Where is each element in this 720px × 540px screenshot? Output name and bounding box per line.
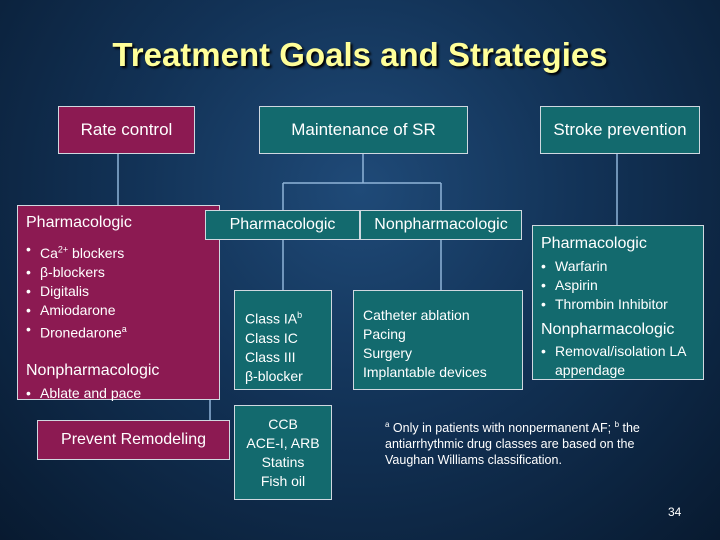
prevent-remodeling-text: Prevent Remodeling bbox=[61, 431, 206, 448]
list-item: • Warfarin bbox=[541, 257, 697, 276]
rate-control-header bbox=[58, 106, 195, 154]
maintenance-header-text: Maintenance of SR bbox=[291, 120, 436, 139]
maintenance-nonpharm-label-text: Nonpharmacologic bbox=[374, 216, 508, 233]
stroke-pharm-label: Pharmacologic bbox=[541, 235, 647, 252]
maintenance-nonpharm-list bbox=[363, 306, 522, 382]
prevent-remodeling-box bbox=[37, 420, 230, 460]
rate-control-header-text: Rate control bbox=[80, 120, 173, 139]
list-item: • Thrombin Inhibitor bbox=[541, 295, 697, 314]
list-item: • Amiodarone bbox=[26, 301, 211, 320]
rate-control-nonpharm-list bbox=[26, 384, 211, 403]
maintenance-pharm-label bbox=[205, 210, 360, 240]
rate-control-box bbox=[17, 205, 220, 400]
list-item: • Digitalis bbox=[26, 282, 211, 301]
rate-control-pharm-list bbox=[26, 240, 211, 342]
stroke-pharm-list bbox=[541, 257, 697, 314]
list-item: • Removal/isolation LA appendage bbox=[541, 342, 697, 380]
list-item: ACE-I, ARB bbox=[246, 435, 320, 451]
maintenance-header bbox=[259, 106, 468, 154]
list-item: Class IC bbox=[245, 329, 298, 346]
list-item: Class $IA^b$ bbox=[245, 310, 303, 327]
stroke-nonpharm-list bbox=[541, 342, 697, 380]
stroke-prevention-header-text: Stroke prevention bbox=[553, 120, 687, 139]
remodeling-drugs-list bbox=[235, 415, 331, 491]
rate-control-pharm-label: Pharmacologic bbox=[26, 214, 132, 231]
list-item: β-blocker bbox=[245, 367, 303, 384]
maintenance-nonpharm-label bbox=[360, 210, 522, 240]
list-item: • β-blockers bbox=[26, 263, 211, 282]
list-item: Catheter ablation bbox=[363, 307, 470, 323]
list-item bbox=[26, 240, 211, 263]
ca-blockers-text: $Ca^{2+}$ blockers bbox=[40, 244, 125, 261]
rate-control-nonpharm-label: Nonpharmacologic bbox=[26, 362, 160, 380]
page-number: 34 bbox=[668, 505, 682, 519]
stroke-nonpharm-label: Nonpharmacologic bbox=[541, 321, 675, 338]
slide-title: Treatment Goals and Strategies bbox=[112, 36, 608, 73]
list-item: Statins bbox=[261, 454, 305, 470]
list-item: Pacing bbox=[363, 326, 406, 342]
list-item: • Dronedarone$^a$ bbox=[26, 320, 211, 343]
maintenance-nonpharm-box bbox=[353, 290, 523, 390]
drug-class-list bbox=[245, 306, 331, 386]
drug-class-box bbox=[234, 290, 332, 390]
footnote-text: $^a$ Only in patients with nonpermanent AF; $^b$ the antiarrhythmic drug classes are based on the Vaughan Williams classification. bbox=[385, 420, 640, 468]
list-item: Class III bbox=[245, 348, 296, 365]
list-item: Fish oil bbox=[260, 473, 306, 489]
footnote bbox=[385, 417, 685, 468]
list-item: CCB bbox=[268, 416, 298, 432]
list-item: Implantable devices bbox=[363, 364, 487, 380]
stroke-prevention-box bbox=[532, 225, 704, 380]
list-item: • Ablate and pace bbox=[26, 384, 211, 403]
remodeling-drugs-box bbox=[234, 405, 332, 500]
stroke-prevention-header bbox=[540, 106, 700, 154]
maintenance-pharm-label-text: Pharmacologic bbox=[229, 216, 336, 233]
list-item: • Aspirin bbox=[541, 276, 697, 295]
list-item: Surgery bbox=[363, 345, 413, 361]
